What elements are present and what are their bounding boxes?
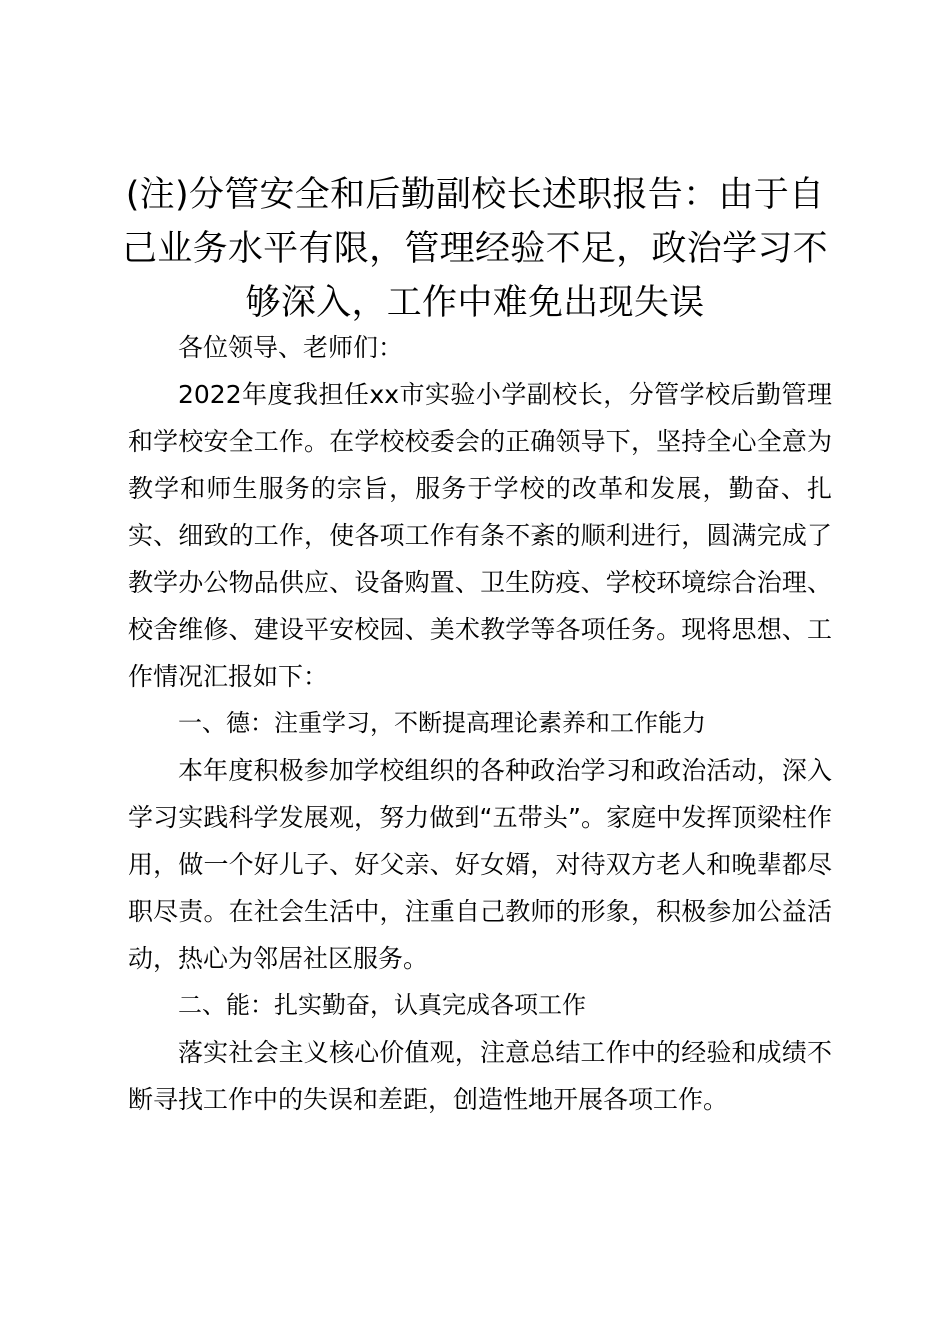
salutation: 各位领导、老师们： [178, 333, 404, 362]
intro-paragraph: 2022年度我担任xx市实验小学副校长，分管学校后勤管理和学校安全工作。在学校校委会的正确领导下，坚持全心全意为教学和师生服务的宗旨，服务于学校的改革和发展，勤奋、扎实、细致的工作，使各项工作有条不紊的顺利进行，圆满完成了教学办公物品供应、设备购置、卫生防疫、学校环境综合治理、校舍维修、建设平安校园、美术教学等各项任务。现将思想、工作情况汇报如下： [128, 380, 832, 691]
section-heading-2: 二、能：扎实勤奋，认真完成各项工作 [178, 991, 586, 1019]
section-paragraph-1: 本年度积极参加学校组织的各种政治学习和政治活动，深入学习实践科学发展观，努力做到“五带头”。家庭中发挥顶梁柱作用，做一个好儿子、好父亲、好女婿，对待双方老人和晚辈都尽职尽责。在社会生活中，注重自己教师的形象，积极参加公益活动，热心为邻居社区服务。 [128, 756, 832, 973]
section-paragraph-2: 落实社会主义核心价值观，注意总结工作中的经验和成绩不断寻找工作中的失误和差距，创造性地开展各项工作。 [128, 1038, 832, 1114]
section-heading-1: 一、德：注重学习，不断提高理论素养和工作能力 [178, 709, 706, 737]
document-title: (注)分管安全和后勤副校长述职报告：由于自己业务水平有限，管理经验不足，政治学习不够深入，工作中难免出现失误 [121, 175, 828, 323]
document-body [128, 324, 832, 1123]
